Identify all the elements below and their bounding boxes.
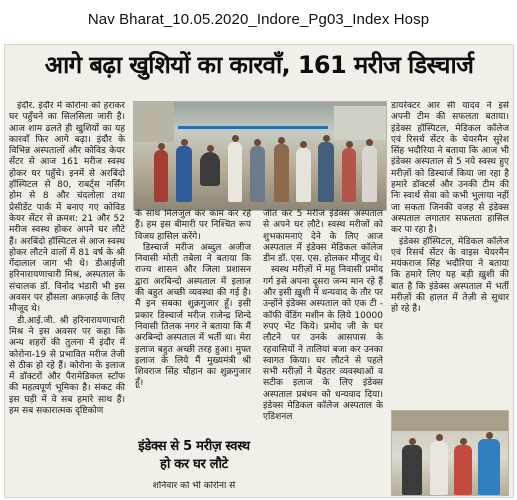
paragraph: के साथ मिलजुल कर काम कर रहे हैं। हम इस बीमारी पर निश्चित रूप विजय हासिल करेंगे।: [135, 209, 251, 242]
article-column-4: [391, 101, 509, 407]
paragraph: स्वस्थ मरीज़ों में महू निवासी प्रमोद गर्ग इसे अपना दूसरा जन्म मान रहे हैं और इसी ख़ुशी में धन्यवाद के तौर पर उन्होंने इंडेक्स अस्पताल को एक टी - कॉफी वेंडिंग मशीन के लिये 10000 रुपए भेंट किये। प्रमोद जी के घर लौटने पर उनके आसपास के रहवासियों ने तालियां बजा कर उनका स्वागत किया। घर लौटने से पहले सभी मरीज़ों ने बेहतर व्यवस्थाओं व सटीक इलाज के लिए इंडेक्स अस्पताल प्रबंधन को धन्यवाद दिया। इंडेक्स मेडिकल कॉलेज अस्पताल के एडिशनल: [263, 265, 383, 423]
paragraph: शनिवार को भी कोरोना से: [152, 481, 236, 491]
paragraph: डायरेक्टर आर सी यादव ने इसे अपनी टीम की सफलता बताया। इंडेक्स हॉस्पिटल, मेडिकल कॉलेज एवं रिसर्च सेंटर के चेयरमैन सुरेश सिंह भदौरिया ने बताया कि आज भी इंडेक्स अस्पताल से 5 नये स्वस्थ हुए मरीज़ों को डिस्चार्ज किया जा रहा है हमारे डॉक्टर्स और उनकी टीम की निः स्वार्थ सेवा को कभी भुलाया नहीं जा सकता जिनकी वजह से इंडेक्स अस्पताल लगातार सफलता हासिल कर पा रहा है।: [391, 101, 509, 236]
headline: आगे बढ़ा खुशियों का कारवाँ, 161 मरीज डिस्चार्ज: [44, 51, 474, 79]
paragraph: डी.आई.जी. श्री हरिनारायणाचारी मिश्र ने इस अवसर पर कहा कि अन्य शहरों की तुलना में इंदौर में कोरोना-19 से प्रभावित मरीज तेजी से ठीक हो रहे हैं। कोरोना के इलाज में डॉक्टरों और पैरामेडिकल स्टॉफ की महत्वपूर्ण भूमिका है। संकट की इस घड़ी में वे सब हमारे साथ हैं। हम सब सकारात्मक दृष्टिकोण: [9, 315, 125, 417]
subheadline: इंडेक्स से 5 मरीज़ स्वस्थ हो कर घर लौटे: [138, 439, 250, 472]
article-column-3: [263, 209, 383, 497]
hospital-staff-photo: [391, 410, 509, 496]
article-column-2-tail: [135, 481, 253, 495]
clipping-caption: Nav Bharat_10.05.2020_Indore_Pg03_Index Hosp: [87, 11, 430, 28]
paragraph: डिस्चार्ज मरीज अब्दुल अजीज निवासी मोती तबेला ने बताया कि राज्य शासन और जिला प्रशासन द्वारा अरबिन्दो अस्पताल में इलाज की बहुत अच्छी व्यवस्था की गई है। मैं इन सबका शुक्रगुजार हूँ। इसी प्रकार डिस्चार्ज मरीज राजेन्द्र शिन्दे निवासी तिलक नगर ने बताया कि मैं अरबिन्दो अस्पताल में भर्ती था। मेरा इलाज बहुत अच्छी तरह हुआ। मुफ्त इलाज के लिये मैं मुख्यमंत्री श्री शिवराज सिंह चौहान का शुक्रगुजार हूँ।: [135, 242, 251, 389]
discharged-patients-photo: [133, 101, 387, 211]
article-column-1: [9, 101, 125, 495]
newspaper-clipping: [4, 44, 514, 498]
paragraph: जीत कर 5 मरीज इंडेक्स अस्पताल से अपने घर लौटे। स्वस्थ मरीजों को शुभकामनाएं देने के लिए आज अस्पताल में इंडेक्स मेडिकल कॉलेज डीन डॉ. एस. एस. होलकर मौजूद थे।: [263, 209, 383, 265]
paragraph: इंडेक्स हॉस्पिटल, मेडिकल कॉलेज एवं रिसर्च सेंटर के वाइस चेयरमैन मयंकराज सिंह भदौरिया ने बताया कि हमारे लिए यह बड़ी ख़ुशी की बात है कि इंडेक्स अस्पताल में भर्ती मरीज़ों की हालत में तेज़ी से सुधार हो रहे है।: [391, 236, 509, 315]
paragraph: इंदौर. इंदौर में कोरोना को हराकर घर पहुँचने का सिलसिला जारी है। आज शाम ढलते ही खुशियों का यह कारवाँ फिर आगे बढ़ा। इंदौर के विभिन्न अस्पतालों और कोविड केयर सेंटर से आज 161 मरीज स्वस्थ होकर घर पहुँचे। इनमें से अरबिंदो हॉस्पिटल से 80, राबर्ट्स नर्सिंग होम से 8 और चंदलोला तथा प्रेसीडेंट पार्क में बनाए गए कोविड केयर सेंटर से क्रमश: 21 और 52 मरीज स्वस्थ होकर अपने घर लौटे हैं। अरबिंदो हॉस्पिटल से आज स्वस्थ होकर लौटने वालों में 81 वर्ष के श्री गेंदालाल जाग भी थे। डीआईजी हरिनारायणाचारी मिश्र, अस्पताल के संचालक डॉ. विनोद भंडारी भी इस अवसर पर हौसला अफ़ज़ाई के लिए मौजूद थे।: [9, 101, 125, 315]
